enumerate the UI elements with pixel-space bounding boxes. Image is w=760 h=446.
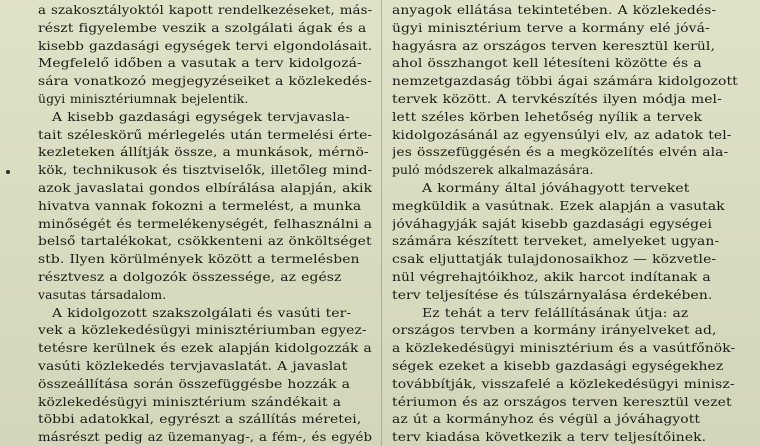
text-line: tetésre kerülnek és ezek alapján kidolgozzák a xyxy=(38,340,372,356)
left-text-column xyxy=(38,0,372,446)
text-line: ügyi minisztériumnak bejelentik. xyxy=(38,91,249,106)
text-line: kidolgozásánál az egyensúlyi elv, az adatok tel- xyxy=(392,126,732,142)
text-line: többi adatokkal, egyrészt a szállítás méretei, xyxy=(38,411,362,427)
text-line: tait széleskörű mérlegelés után termelési érte- xyxy=(38,126,372,142)
text-line: terv kiadása következik a terv teljesítőinek. xyxy=(392,429,707,445)
text-line: közlekedésügyi minisztérium szándékait a xyxy=(38,393,342,409)
text-line: az út a kormányhoz és végül a jóváhagyott xyxy=(392,411,701,427)
text-line: hagyásra az országos terven keresztül kerül, xyxy=(392,37,715,53)
text-line: vasutas társadalom. xyxy=(38,286,167,302)
text-line: Megfelelő időben a vasutak a terv kidolgozá- xyxy=(38,55,362,71)
text-line: A kidolgozott szakszolgálati és vasúti ter- xyxy=(52,304,352,320)
text-line: nemzetgazdaság többi ágai számára kidolgozott xyxy=(392,73,738,89)
text-line: ahol összhangot kell létesíteni közötte és a xyxy=(392,55,702,71)
text-line: puló módszerek alkalmazására. xyxy=(392,162,594,178)
text-line: stb. Ilyen körülmények között a termelésben xyxy=(38,251,360,267)
text-line: minőségét és termelékenységét, felhasználni a xyxy=(38,215,372,231)
text-line: A kormány által jóváhagyott terveket xyxy=(422,180,690,195)
text-line: belső tartalékokat, csökkenteni az önköltséget xyxy=(38,233,372,249)
text-line: kisebb gazdasági egységek tervi elgondolásait. xyxy=(38,37,372,53)
text-line: lett széles körben lehetőség nyílik a tervek xyxy=(392,108,703,124)
text-line: számára készített terveket, amelyeket ugyan- xyxy=(392,233,720,249)
text-line: országos tervben a kormány irányelveket ad, xyxy=(392,322,717,338)
text-line: sára vonatkozó megjegyzéseiket a közlekedés- xyxy=(38,73,372,89)
text-line: másrészt pedig az üzemanyag-, a fém-, és egyéb xyxy=(38,429,372,445)
text-line: tériumon és az országos terven keresztül vezet xyxy=(392,393,732,409)
text-line: hivatva vannak fokozni a termelést, a munka xyxy=(38,197,362,213)
text-line: vasúti közlekedés tervjavaslatát. A javaslat xyxy=(38,358,348,373)
text-line: anyagok ellátása tekintetében. A közlekedés- xyxy=(392,2,717,17)
text-line: jes összefüggésén és a megközelítés elvén ala- xyxy=(392,144,729,160)
right-text-column xyxy=(392,0,756,446)
text-line: nül végrehajtóikhoz, akik harcot indítanak a xyxy=(392,269,711,284)
text-line: részt figyelembe veszik a szolgálati ágak és a xyxy=(38,19,367,35)
text-line: a szakosztályoktól kapott rendelkezéseket, más- xyxy=(38,2,372,17)
text-line: összeállítása során összefüggésbe hozzák a xyxy=(38,375,351,391)
margin-speck xyxy=(6,170,10,174)
text-line: ségek ezeket a kisebb gazdasági egységekhez xyxy=(392,358,724,373)
text-line: terv teljesítése és túlszárnyalása érdekében. xyxy=(392,286,713,302)
text-line: ügyi minisztérium terve a kormány elé jóvá- xyxy=(392,19,710,35)
text-line: jóváhagyják saját kisebb gazdasági egységei xyxy=(392,215,713,231)
text-line: A kisebb gazdasági egységek tervjavasla- xyxy=(52,108,350,124)
text-line: azok javaslatai gondos elbírálása alapján, akik xyxy=(38,180,372,195)
text-line: tervek között. A tervkészítés ilyen módja mel- xyxy=(392,91,722,106)
text-line: vek a közlekedésügyi minisztériumban egyez- xyxy=(38,322,367,338)
text-line: résztvesz a dolgozók összessége, az egész xyxy=(38,269,342,284)
text-line: csak eljuttatják tulajdonosaikhoz — közvetle- xyxy=(392,251,717,267)
text-line: kezleteken állítják össze, a munkások, mérnö- xyxy=(38,144,369,160)
text-line: továbbítják, visszafelé a közlekedésügyi minisz- xyxy=(392,375,735,391)
text-line: kök, technikusok és tisztviselők, illetőleg mind- xyxy=(38,162,372,178)
text-line: megküldik a vasútnak. Ezek alapján a vasutak xyxy=(392,197,725,213)
text-line: a közlekedésügyi minisztérium és a vasútfőnök- xyxy=(392,340,736,356)
text-line: Ez tehát a terv felállításának útja: az xyxy=(422,304,689,320)
column-divider xyxy=(381,0,382,446)
